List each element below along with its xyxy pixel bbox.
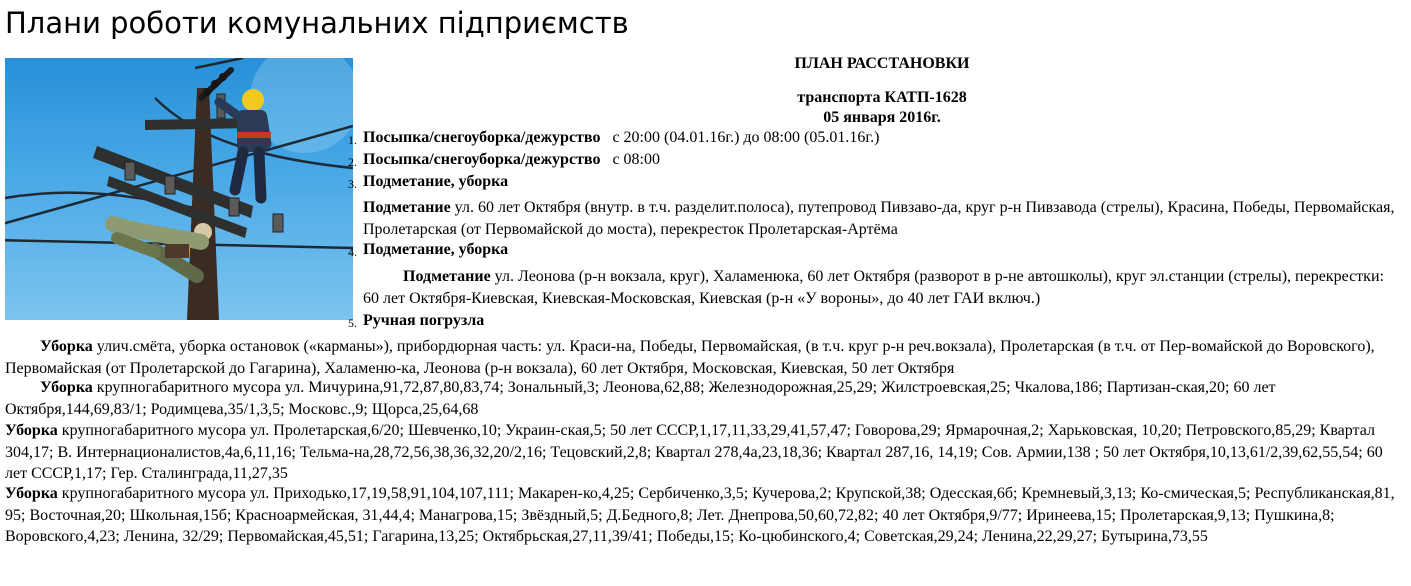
paragraph-lead: Подметание [363, 199, 451, 216]
cleaning-paragraph [5, 336, 1405, 379]
list-item-number: 3. [348, 177, 357, 191]
list-item-title: Посыпка/снегоуборка/дежурство [363, 129, 601, 146]
list-item [363, 171, 508, 193]
paragraph-lead: Уборка [40, 338, 93, 355]
list-item-time: с 20:00 (04.01.16г.) до 08:00 (05.01.16г.) [612, 129, 880, 146]
paragraph-text: крупногабаритного мусора ул. Пролетарская,6/20; Шевченко,10; Украин-ская,5; 50 лет СССР,1,17,11,33,29,41,57,47; Говорова,29; Ярмарочная,2; Харьковская, 10,20; Петровского,85,29; Квартал 304,17; В. Интернационалистов,4а,6,11,16; Тельма-на,28,72,56,38,36,32,20/2,16; Тецовский,2,8; Квартал 278,4а,23,18,36; Квартал 287,16, 14,19; Сов. Армии,138 ; 50 лет Октября,10,13,61/2,39,62,55,54; 60 лет СССР,1,17; Гер. Сталинграда,11,27,35 [5, 422, 1383, 482]
list-item [363, 127, 879, 149]
paragraph-text: улич.смёта, уборка остановок («карманы»), прибордюрная часть: ул. Краси-на, Победы, Первомайская, (в т.ч. круг р-н реч.вокзала), Пролетарская (в т.ч. от Пер-вомайской до Воровского), Первомайская (от Пролетарской до Гагарина), Халаменю-ка, Леонова (р-н вокзала), 60 лет Октября, Московская, Киевская, 50 лет Октября [5, 338, 1375, 377]
paragraph-lead: Уборка [5, 422, 58, 439]
paragraph-text: крупногабаритного мусора ул. Приходько,17,19,58,91,104,107,111; Макарен-ко,4,25; Сербиченко,3,5; Кучерова,2; Крупской,38; Одесская,6б; Кремневый,3,13; Ко-смическая,5; Республиканская,81, 95; Восточная,20; Школьная,15б; Красноармейская, 31,44,4; Манагрова,15; Звёздный,5; Д.Бедного,8; Лет. Днепрова,50,60,72,82; 40 лет Октября,9/77; Иринеева,15; Пролетарская,9,13; Пушкина,8; Воровского,4,23; Ленина, 32/29; Первомайская,45,51; Гагарина,13,25; Октябрьская,27,11,39/41; Победы,15; Ко-цюбинского,4; Советская,29,24; Ленина,22,29,27; Бутырина,73,55 [5, 485, 1395, 545]
list-item-title: Подметание, уборка [363, 173, 509, 190]
plan-header-title: ПЛАН РАССТАНОВКИ [794, 55, 970, 72]
paragraph-text: ул. 60 лет Октября (внутр. в т.ч. разделит.полоса), путепровод Пивзаво-да, круг р-н Пивзавода (стрелы), Красина, Победы, Первомайская, Пролетарская (от Первомайской до моста), перекресток Пролетарская-Артёма [363, 199, 1395, 238]
paragraph-lead: Уборка [5, 485, 58, 502]
list-item-number: 5. [348, 316, 357, 330]
utility-worker-photo [5, 58, 353, 320]
cleaning-paragraph [5, 377, 1405, 420]
paragraph-text: крупногабаритного мусора ул. Мичурина,91,72,87,80,83,74; Зональный,3; Леонова,62,88; Железнодорожная,25,29; Жилстроевская,25; Чкалова,186; Партизан-ская,20; 60 лет Октября,144,69,83/1; Родимцева,35/1,3,5; Московс.,9; Щорса,25,64,68 [5, 379, 1276, 418]
list-item-time: с 08:00 [612, 151, 660, 168]
cleaning-paragraph [5, 483, 1405, 548]
list-item [363, 310, 484, 332]
sweeping-paragraph [363, 266, 1403, 309]
paragraph-lead: Уборка [40, 379, 93, 396]
list-item-title: Посыпка/снегоуборка/дежурство [363, 151, 601, 168]
page-title: Плани роботи комунальних підприємств [5, 6, 629, 40]
list-item-title: Подметание, уборка [363, 241, 509, 258]
cleaning-paragraph [5, 420, 1405, 485]
paragraph-lead: Подметание [403, 268, 491, 285]
list-item [363, 239, 508, 261]
list-item-number: 2. [348, 155, 357, 169]
list-item [363, 149, 660, 171]
paragraph-text: ул. Леонова (р-н вокзала, круг), Халаменюка, 60 лет Октября (разворот в р-не автошколы), круг эл.станции (стрелы), перекрестки: 60 лет Октября-Киевская, Киевская-Московская, Киевская (р-н «У вороны», до 40 лет ГАИ включ.) [363, 268, 1384, 307]
plan-header-transport: транспорта КАТП-1628 [797, 89, 967, 106]
sweeping-paragraph [363, 197, 1403, 240]
utility-pole-illustration [5, 58, 353, 320]
plan-header-date: 05 января 2016г. [823, 109, 941, 126]
list-item-number: 1. [348, 133, 357, 147]
list-item-number: 4. [348, 245, 357, 259]
list-item-title: Ручная погрузла [363, 312, 485, 329]
